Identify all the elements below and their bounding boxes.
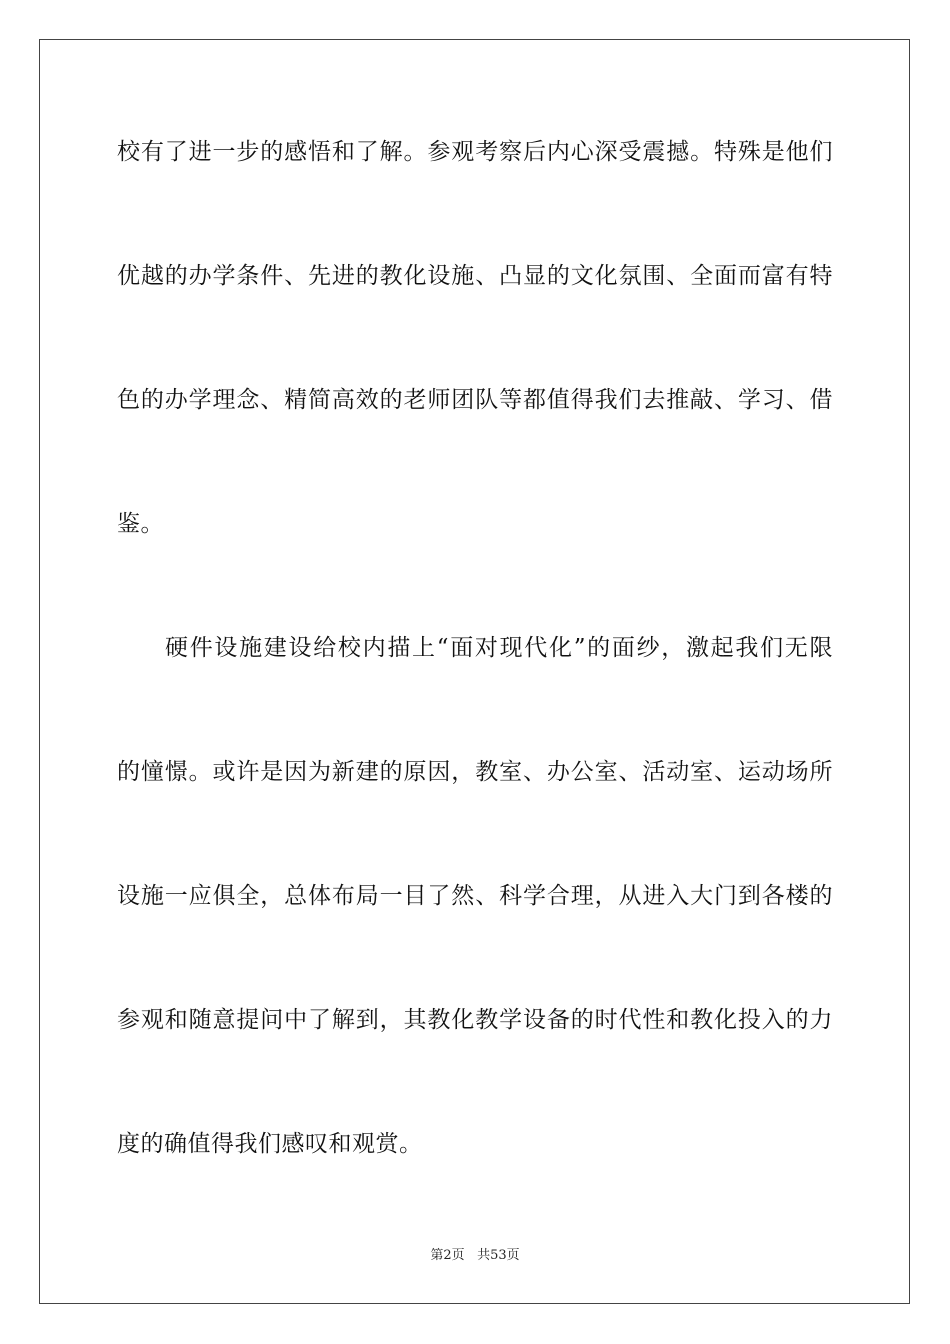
paragraph-line: 鉴。 — [117, 511, 164, 537]
paragraph-line: 硬件设施建设给校内描上“面对现代化”的面纱，激起我们无限 — [165, 635, 833, 661]
paragraph-line: 设施一应俱全，总体布局一目了然、科学合理，从进入大门到各楼的 — [117, 883, 833, 909]
page-footer — [0, 1247, 950, 1265]
paragraph-line: 参观和随意提问中了解到，其教化教学设备的时代性和教化投入的力 — [117, 1007, 833, 1033]
page-frame — [39, 39, 910, 1304]
page-total: 共53页 — [477, 1248, 520, 1263]
paragraph-line: 度的确值得我们感叹和观赏。 — [117, 1131, 423, 1157]
paragraph-line: 的憧憬。或许是因为新建的原因，教室、办公室、活动室、运动场所 — [117, 759, 833, 785]
page-number: 第2页 — [430, 1248, 465, 1263]
paragraph-line: 校有了进一步的感悟和了解。参观考察后内心深受震撼。特殊是他们 — [117, 139, 833, 165]
paragraph-line: 色的办学理念、精简高效的老师团队等都值得我们去推敲、学习、借 — [117, 387, 833, 413]
paragraph-line: 优越的办学条件、先进的教化设施、凸显的文化氛围、全面而富有特 — [117, 263, 833, 289]
